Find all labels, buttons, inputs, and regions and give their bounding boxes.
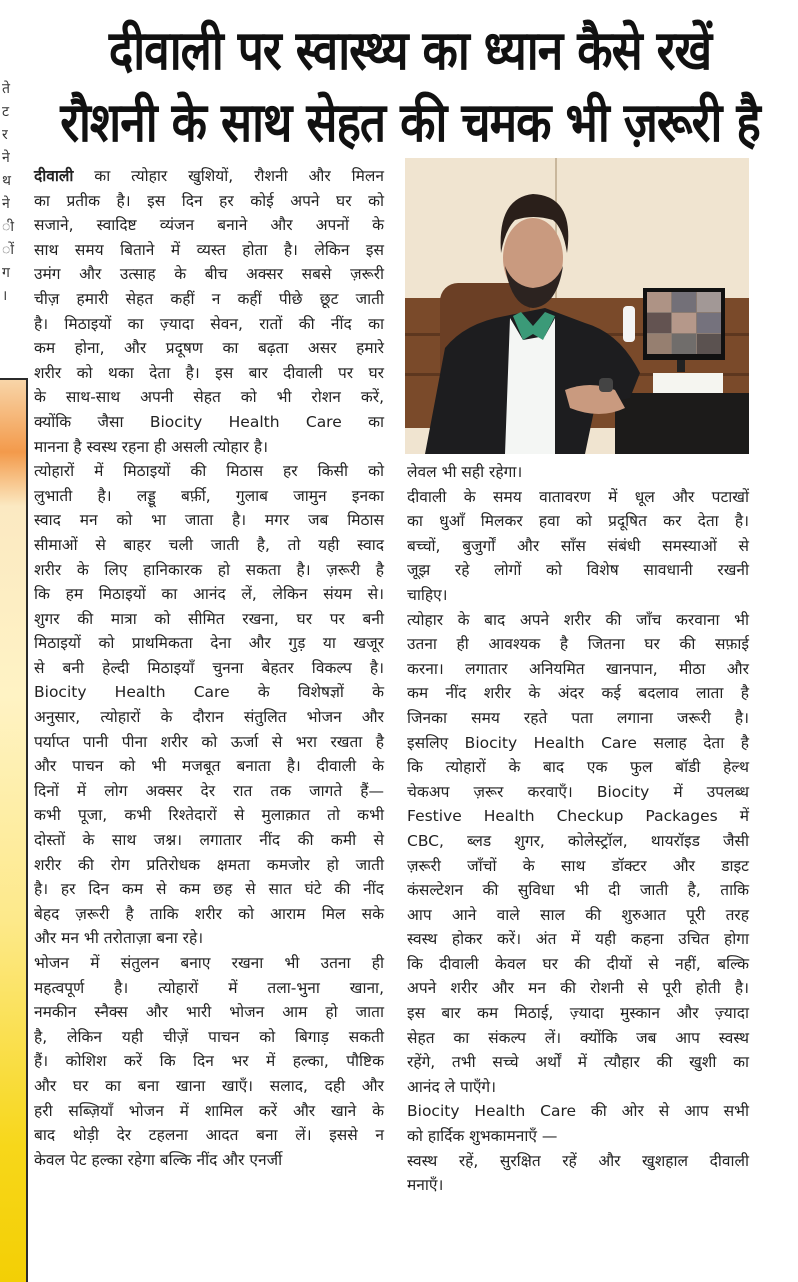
article-line: सेहत का संकल्प लें। क्योंकि जब आप स्वस्थ [407,1028,749,1047]
article-line [34,164,384,189]
article-line: दिनों में लोग अक्सर देर रात तक जागते हैं— [34,781,384,800]
article-line: दीवाली के समय वातावरण में धूल और पटाखों [407,487,749,506]
article-line: के साथ-साथ अपनी सेहत को भी रोशन करें, [34,388,384,407]
neighbor-text-fragment: । [2,288,8,304]
article-line: रहेंगे, तभी सच्चे अर्थों में त्यौहार की खुशी का [407,1053,749,1072]
article-line: स्वस्थ होकर करें। अंत में यही कहना उचित होगा [407,930,749,949]
article-line: बच्चों, बुजुर्गों और साँस संबंधी समस्याओं से [407,536,749,555]
article-line: मनाएँ। [407,1176,444,1195]
article-line: पर्याप्त पानी पीना शरीर को ऊर्जा से भरा रखता है [34,732,384,751]
neighbor-text-fragment: र [2,127,8,143]
article-line: कि त्योहारों के बाद एक फुल बॉडी हेल्थ [407,758,749,777]
article-line: साथ समय बिताने में व्यस्त होता है। लेकिन इस [34,240,384,259]
article-line: बाद थोड़ी देर टहलना आदत बना लें। इससे न [34,1126,384,1145]
article-line: है। हर दिन कम से कम छह से सात घंटे की नींद [34,880,384,899]
article-line: जिनका समय रहते पता लगाना जरूरी है। [407,708,749,727]
neighbor-text-fragment: ों [2,242,14,258]
article-column-left [34,164,384,1172]
photo-desk [615,393,749,454]
article-column-right [407,460,749,1198]
article-line: इस बार कम मिठाई, ज़्यादा मुस्कान और ज़्यादा [407,1004,749,1023]
article-line: मानना है स्वस्थ रहना ही असली त्योहार है। [34,437,268,456]
article-line: कि दीवाली केवल घर की दीयों से नहीं, बल्कि [407,954,749,973]
article-line: आप आने वाले साल की शुरुआत पूरी तरह [407,905,749,924]
article-line: त्योहारों में मिठाइयों की मिठास हर किसी को [34,462,384,481]
article-photo [405,158,749,454]
article-line: Biocity Health Care के विशेषज्ञों के [34,683,384,702]
article-line: कम नींद शरीर के अंदर कई बदलाव लाता है [407,684,749,703]
article-line: हरी सब्ज़ियाँ भोजन में शामिल करें और खाने के [34,1101,384,1120]
article-line: त्योहार के बाद अपने शरीर की जाँच करवाना भी [407,610,749,629]
photo-books [653,373,723,395]
article-line: लुभाती है। लड्डू बर्फ़ी, गुलाब जामुन इनका [34,486,384,505]
article-line: केवल पेट हल्का रहेगा बल्कि नींद और एनर्जी [34,1150,283,1169]
article-line: चेकअप ज़रूर करवाएँ। Biocity में उपलब्ध [407,782,749,801]
neighbor-article-strip [0,0,28,1280]
article-line: आनंद ले पाएँगे। [407,1077,497,1096]
neighbor-article-text [2,78,24,308]
article-line: CBC, ब्लड शुगर, कोलेस्ट्रॉल, थायरॉइड जैसी [407,831,749,850]
article-line: महत्वपूर्ण है। त्योहारों में तला-भुना खाना, [34,978,384,997]
headline-sub: रौशनी के साथ सेहत की चमक भी ज़रूरी है [60,90,760,155]
article-line: को हार्दिक शुभकामनाएँ — [407,1127,558,1146]
article-line: और मन भी तरोताज़ा बना रहे। [34,929,204,948]
article-line: Festive Health Checkup Packages में [407,807,749,826]
article-line: कभी पूजा, कभी रिश्तेदारों से मुलाक़ात तो कभी [34,806,384,825]
article-line: जूझ रहे लोगों को विशेष सावधानी रखनी [407,561,749,580]
article-line: लेवल भी सही रहेगा। [407,463,523,481]
article-line-text: का त्योहार खुशियों, रौशनी और मिलन [73,167,384,185]
article-line: कंसल्टेशन की सुविधा भी दी जाती है, ताकि [407,881,749,900]
article-line: अपने शरीर और मन की रोशनी से पूरी होती है। [407,979,749,998]
headline-main: दीवाली पर स्वास्थ्य का ध्यान कैसे रखें [108,18,712,83]
article-line: बेहद ज़रूरी है ताकि शरीर को आराम मिल सके [34,904,384,923]
article-line: स्वस्थ रहें, सुरक्षित रहें और खुशहाल दीवाली [407,1151,749,1170]
article-line: से बनी हेल्दी मिठाइयाँ चुनना बेहतर विकल्प है। [34,658,384,677]
article-line: स्वाद मन को भा जाता है। मगर जब मिठास [34,511,384,530]
article-line: नमकीन स्नैक्स और भारी भोजन आम हो जाता [34,1003,384,1022]
article-line: शुगर की मात्रा को सीमित रखना, घर पर बनी [34,609,384,628]
article-line: उतना ही आवश्यक है जितना घर की सफ़ाई [407,635,749,654]
article-line: इसलिए Biocity Health Care सलाह देता है [407,733,749,752]
article-line: अनुसार, त्योहारों के दौरान संतुलित भोजन और [34,708,384,727]
article-line: भोजन में संतुलन बनाए रखना भी उतना ही [34,954,384,972]
article-line: शरीर की रोग प्रतिरोधक क्षमता कमजोर हो जाती [34,855,384,874]
neighbor-text-fragment: ट [2,104,10,120]
article-line: सीमाओं से बाहर चली जाती है, तो यही स्वाद [34,535,384,554]
article-line: सजाने, स्वादिष्ट व्यंजन बनाने और अपनों के [34,216,384,235]
article-line: दोस्तों के साथ जश्न। लगातार नींद की कमी से [34,831,384,850]
neighbor-text-fragment: ग [2,265,10,281]
article-line: है। मिठाइयों का ज़्यादा सेवन, रातों की नींद का [34,314,384,333]
article-line: का प्रतीक है। इस दिन हर कोई अपने घर को [34,191,384,210]
article-line: उमंग और उत्साह के बीच अक्सर सबसे ज़रूरी [34,265,384,284]
photo-bottle [623,306,635,342]
article-line: Biocity Health Care की ओर से आप सभी [407,1102,749,1121]
photo-illustration [405,158,749,454]
article-line: कम होना, और प्रदूषण का बढ़ता असर हमारे [34,339,384,358]
article-line: क्योंकि जैसा Biocity Health Care का [34,412,384,431]
neighbor-text-fragment: ते [2,81,10,97]
article-line: करना। लगातार अनियमित खानपान, मीठा और [407,659,749,678]
article-line: हैं। कोशिश करें कि दिन भर में हल्का, पौष्टिक [34,1052,384,1071]
neighbor-text-fragment: ने [2,150,10,166]
article-line: शरीर को थका देता है। इस बार दीवाली पर घर [34,363,384,382]
article-line: शरीर के लिए हानिकारक हो सकता है। ज़रूरी है [34,560,384,579]
lead-word: दीवाली [34,167,74,185]
article-line: कि हम मिठाइयों का आनंद लें, लेकिन संयम से। [34,585,384,604]
article-line: है, लेकिन यही चीज़ें पाचन को बिगाड़ सकती [34,1027,384,1046]
article-line: चाहिए। [407,585,448,604]
article-line: और पाचन को भी मजबूत बनाता है। दीवाली के [34,757,384,776]
article-line: ज़रूरी जाँचों के साथ डॉक्टर और डाइट [407,856,749,875]
neighbor-text-fragment: ी [2,219,14,235]
neighbor-text-fragment: ने [2,196,10,212]
article-line: और घर का बना खाना खाएँ। सलाद, दही और [34,1076,384,1095]
neighbor-text-fragment: थ [2,173,11,189]
neighbor-ad-box [0,378,28,1282]
article-line: का धुआँ मिलकर हवा को प्रदूषित कर देता है। [407,512,749,531]
photo-watch [599,378,613,392]
article-line: चीज़ हमारी सेहत कहीं न कहीं पीछे छूट जाती [34,289,384,308]
article-line: मिठाइयों को प्राथमिकता देना और गुड़ या खजूर [34,634,384,653]
